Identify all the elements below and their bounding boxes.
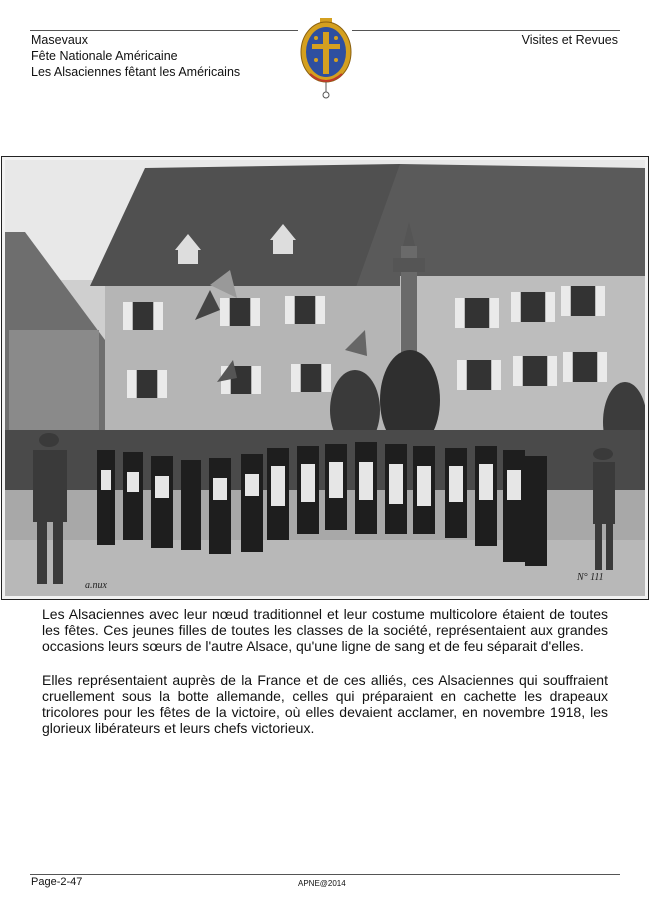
body-text xyxy=(42,606,608,753)
copyright: APNE@2014 xyxy=(298,879,346,888)
header-section-title: Visites et Revues xyxy=(521,33,618,47)
header-line-event: Fête Nationale Américaine xyxy=(31,49,178,63)
header-line-place: Masevaux xyxy=(31,33,88,47)
header-line-subject: Les Alsaciennes fêtant les Américains xyxy=(31,65,241,79)
body-paragraph-1: Les Alsaciennes avec leur nœud traditionnel et leur costume multicolore étaient de toutes les fêtes. Ces jeunes filles de toutes les classes de la société, représentaient aux grandes occasions leurs sœurs de l'autre Alsace, qu'une ligne de sang et de feu séparait d'elles. xyxy=(42,606,608,655)
historical-photo xyxy=(5,160,645,596)
body-paragraph-2: Elles représentaient auprès de la France et de ces alliés, ces Alsaciennes qui souffraient cruellement sous la botte allemande, celles qui préparaient en cachette les drapeaux tricolores pour les fêtes de la victoire, où elles devaient acclamer, en novembre 1918, les glorieux libérateurs et leurs chefs victorieux. xyxy=(42,671,608,737)
header-rule-left xyxy=(30,30,298,31)
photo-signature-left: a.nux xyxy=(85,580,107,591)
footer-rule xyxy=(30,874,620,875)
photo-frame xyxy=(1,156,649,600)
header-rule-right xyxy=(352,30,620,31)
coat-of-arms-emblem xyxy=(300,16,352,100)
header-left xyxy=(31,32,240,80)
photo-signature-right: N° 111 xyxy=(577,572,604,583)
page-number: Page-2-47 xyxy=(31,876,83,888)
